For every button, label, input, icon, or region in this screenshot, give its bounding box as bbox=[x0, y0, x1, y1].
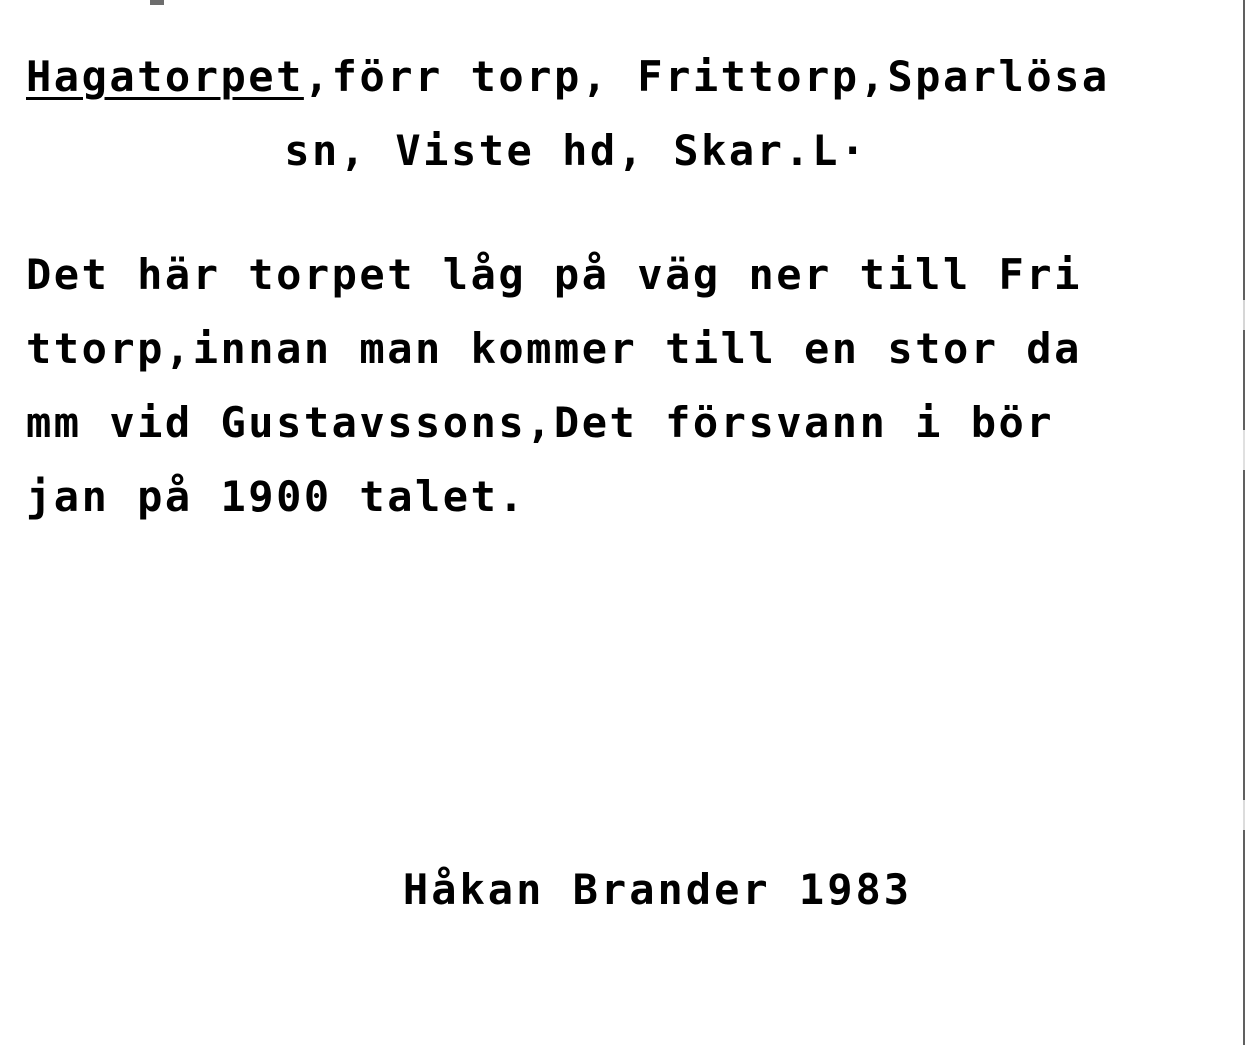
page-edge-mark bbox=[150, 0, 164, 5]
body-line: ttorp,innan man kommer till en stor da bbox=[26, 324, 1082, 373]
signature-block bbox=[0, 860, 1255, 920]
heading-line-2: sn, Viste hd, Skar.L· bbox=[284, 126, 868, 175]
body-line: Det här torpet låg på väg ner till Fri bbox=[26, 250, 1082, 299]
body-block bbox=[26, 238, 1216, 534]
heading-block bbox=[26, 40, 1216, 188]
heading-line-1 bbox=[26, 40, 1216, 114]
body-line: mm vid Gustavssons,Det försvann i bör bbox=[26, 398, 1055, 447]
heading-line-1-rest: ,förr torp, Frittorp,Sparlösa bbox=[303, 52, 1110, 101]
place-name-keyword: Hagatorpet bbox=[26, 52, 304, 101]
body-line: jan på 1900 talet. bbox=[26, 472, 527, 521]
author-signature: Håkan Brander 1983 bbox=[402, 865, 913, 914]
